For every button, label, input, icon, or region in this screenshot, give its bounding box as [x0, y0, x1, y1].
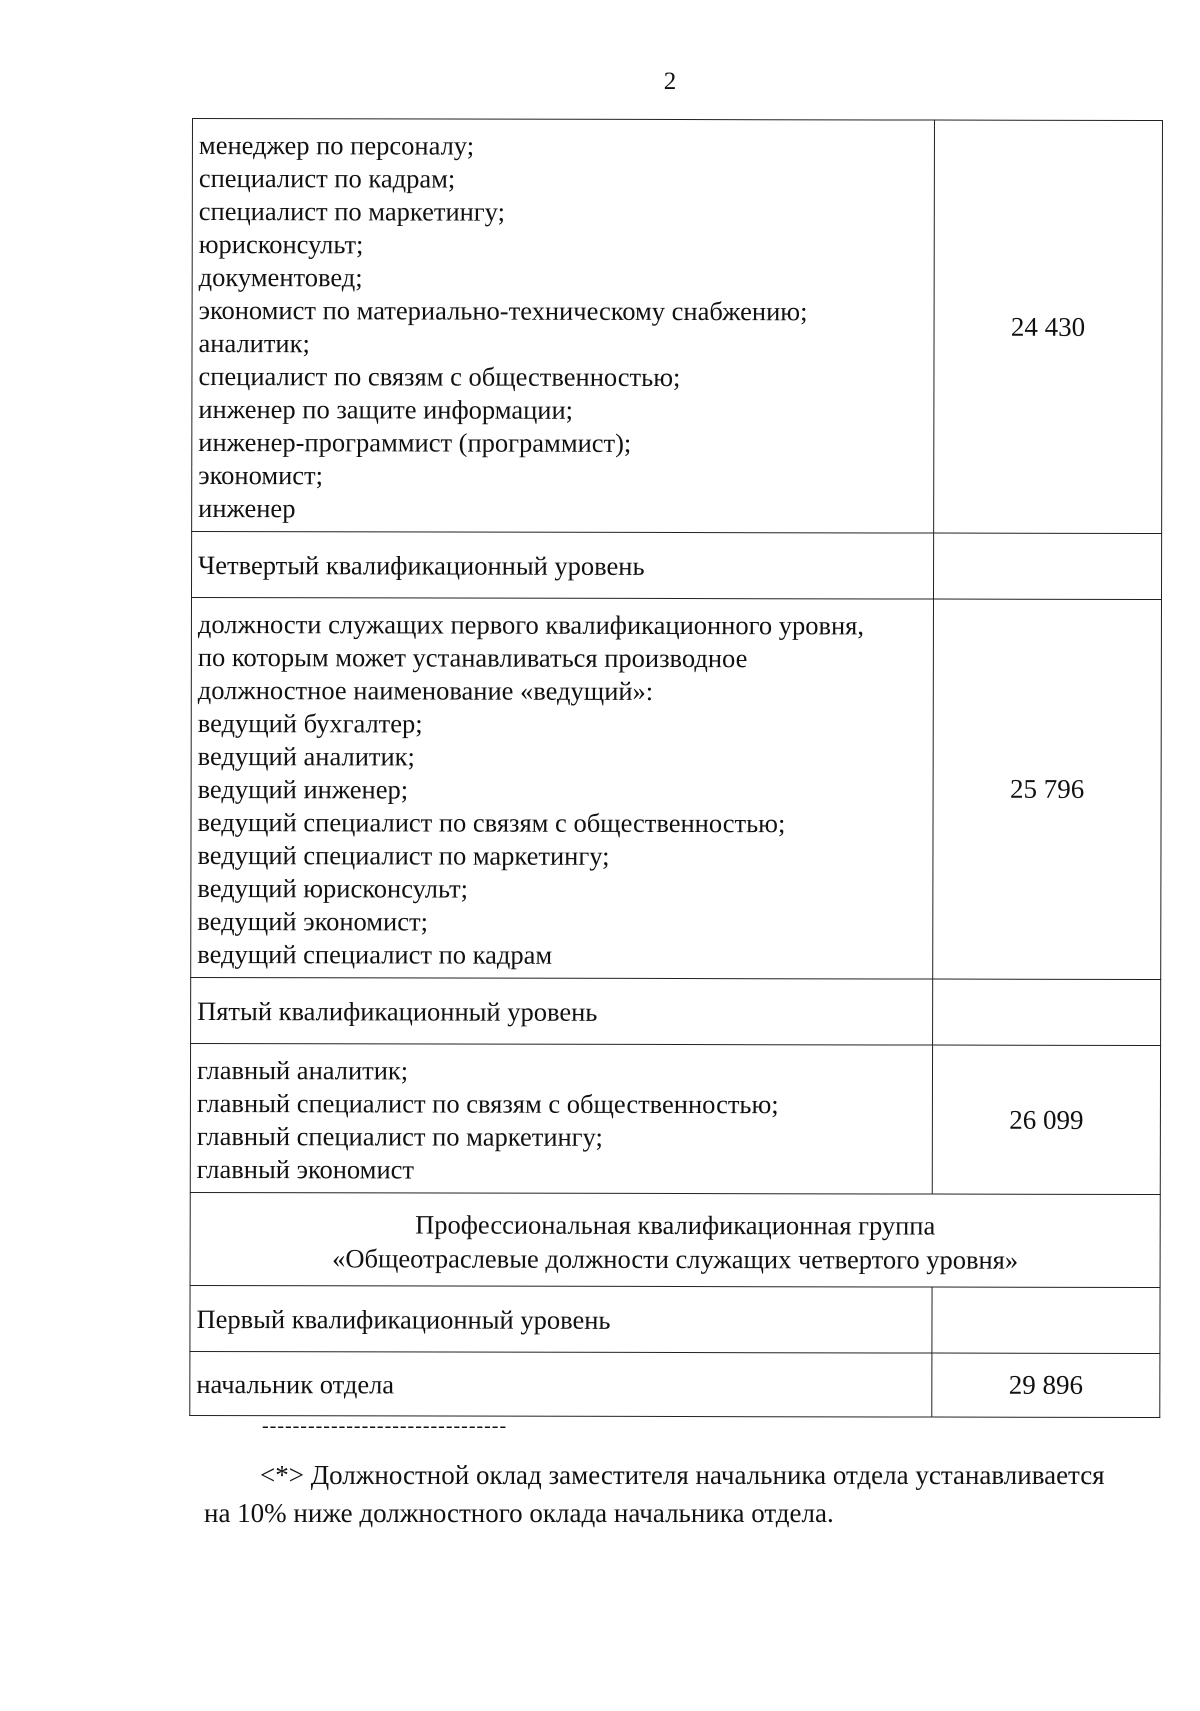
salary-table — [189, 118, 1163, 1418]
position-line: главный аналитик; — [196, 1055, 409, 1086]
footnote — [204, 1456, 1164, 1532]
position-line: документовед; — [198, 262, 363, 293]
position-line: ведущий специалист по связям с общественностью; — [197, 807, 786, 839]
position-line: по которым может устанавливаться производное — [197, 642, 748, 674]
salary-value-cell: 29 896 — [932, 1353, 1160, 1417]
salary-value-cell: 26 099 — [932, 1045, 1160, 1194]
position-line: главный специалист по маркетингу; — [196, 1121, 603, 1152]
position-line: инженер-программист (программист); — [198, 427, 632, 458]
table-row — [191, 977, 1161, 1045]
table-row — [191, 598, 1162, 980]
group-heading-line: Профессиональная квалификационная группа — [415, 1209, 936, 1241]
position-line: ведущий специалист по маркетингу; — [197, 840, 610, 871]
table-row — [192, 119, 1163, 534]
footnote-separator: -------------------------------- — [262, 1415, 508, 1437]
footnote-line-1: <*> Должностной оклад заместителя начальника отдела устанавливается — [260, 1460, 1105, 1490]
position-line: специалист по маркетингу; — [198, 196, 505, 227]
position-line: специалист по кадрам; — [198, 163, 456, 194]
salary-value-cell — [933, 979, 1161, 1045]
position-line: ведущий бухгалтер; — [197, 708, 423, 739]
qualification-level-cell: Первый квалификационный уровень — [190, 1285, 932, 1353]
position-line: экономист; — [198, 460, 324, 491]
positions-cell — [190, 1043, 932, 1194]
position-line: ведущий аналитик; — [197, 741, 415, 772]
position-line: юрисконсульт; — [198, 229, 364, 260]
position-line: аналитик; — [198, 328, 310, 359]
salary-value-cell: 25 796 — [933, 599, 1162, 979]
position-line: ведущий инженер; — [197, 774, 409, 805]
positions-cell — [192, 119, 935, 534]
footnote-line-2: на 10% ниже должностного оклада начальника отдела. — [204, 1498, 834, 1528]
position-line: ведущий юрисконсульт; — [197, 873, 469, 904]
position-line: ведущий специалист по кадрам — [197, 939, 553, 970]
table-row — [190, 1285, 1160, 1353]
position-line: главный экономист — [196, 1154, 415, 1185]
salary-value-cell: 24 430 — [934, 120, 1163, 533]
position-line: ведущий экономист; — [197, 906, 428, 937]
qualification-level-cell: Пятый квалификационный уровень — [191, 977, 933, 1045]
position-line: должности служащих первого квалификационного уровня, — [197, 609, 865, 641]
salary-value-cell — [933, 533, 1161, 599]
salary-table-body — [190, 119, 1163, 1418]
position-name-cell: начальник отдела — [190, 1351, 932, 1417]
qualification-level-cell: Четвертый квалификационный уровень — [191, 532, 933, 600]
position-line: менеджер по персоналу; — [198, 130, 475, 161]
position-line: экономист по материально-техническому снабжению; — [198, 295, 808, 327]
page-number: 2 — [663, 68, 677, 95]
position-line: инженер — [198, 493, 296, 524]
positions-cell — [191, 598, 934, 980]
table-row — [191, 532, 1161, 600]
position-line: должностное наименование «ведущий»: — [197, 675, 654, 706]
table-row — [190, 1192, 1160, 1287]
position-line: инженер по защите информации; — [198, 394, 574, 425]
group-heading-cell — [190, 1192, 1160, 1287]
position-line: специалист по связям с общественностью; — [198, 361, 681, 393]
position-line: главный специалист по связям с общественностью; — [196, 1088, 779, 1120]
table-row — [190, 1043, 1160, 1194]
salary-value-cell — [932, 1287, 1160, 1353]
table-row — [190, 1351, 1160, 1417]
group-heading-line: «Общеотраслевые должности служащих четвертого уровня» — [332, 1243, 1019, 1275]
